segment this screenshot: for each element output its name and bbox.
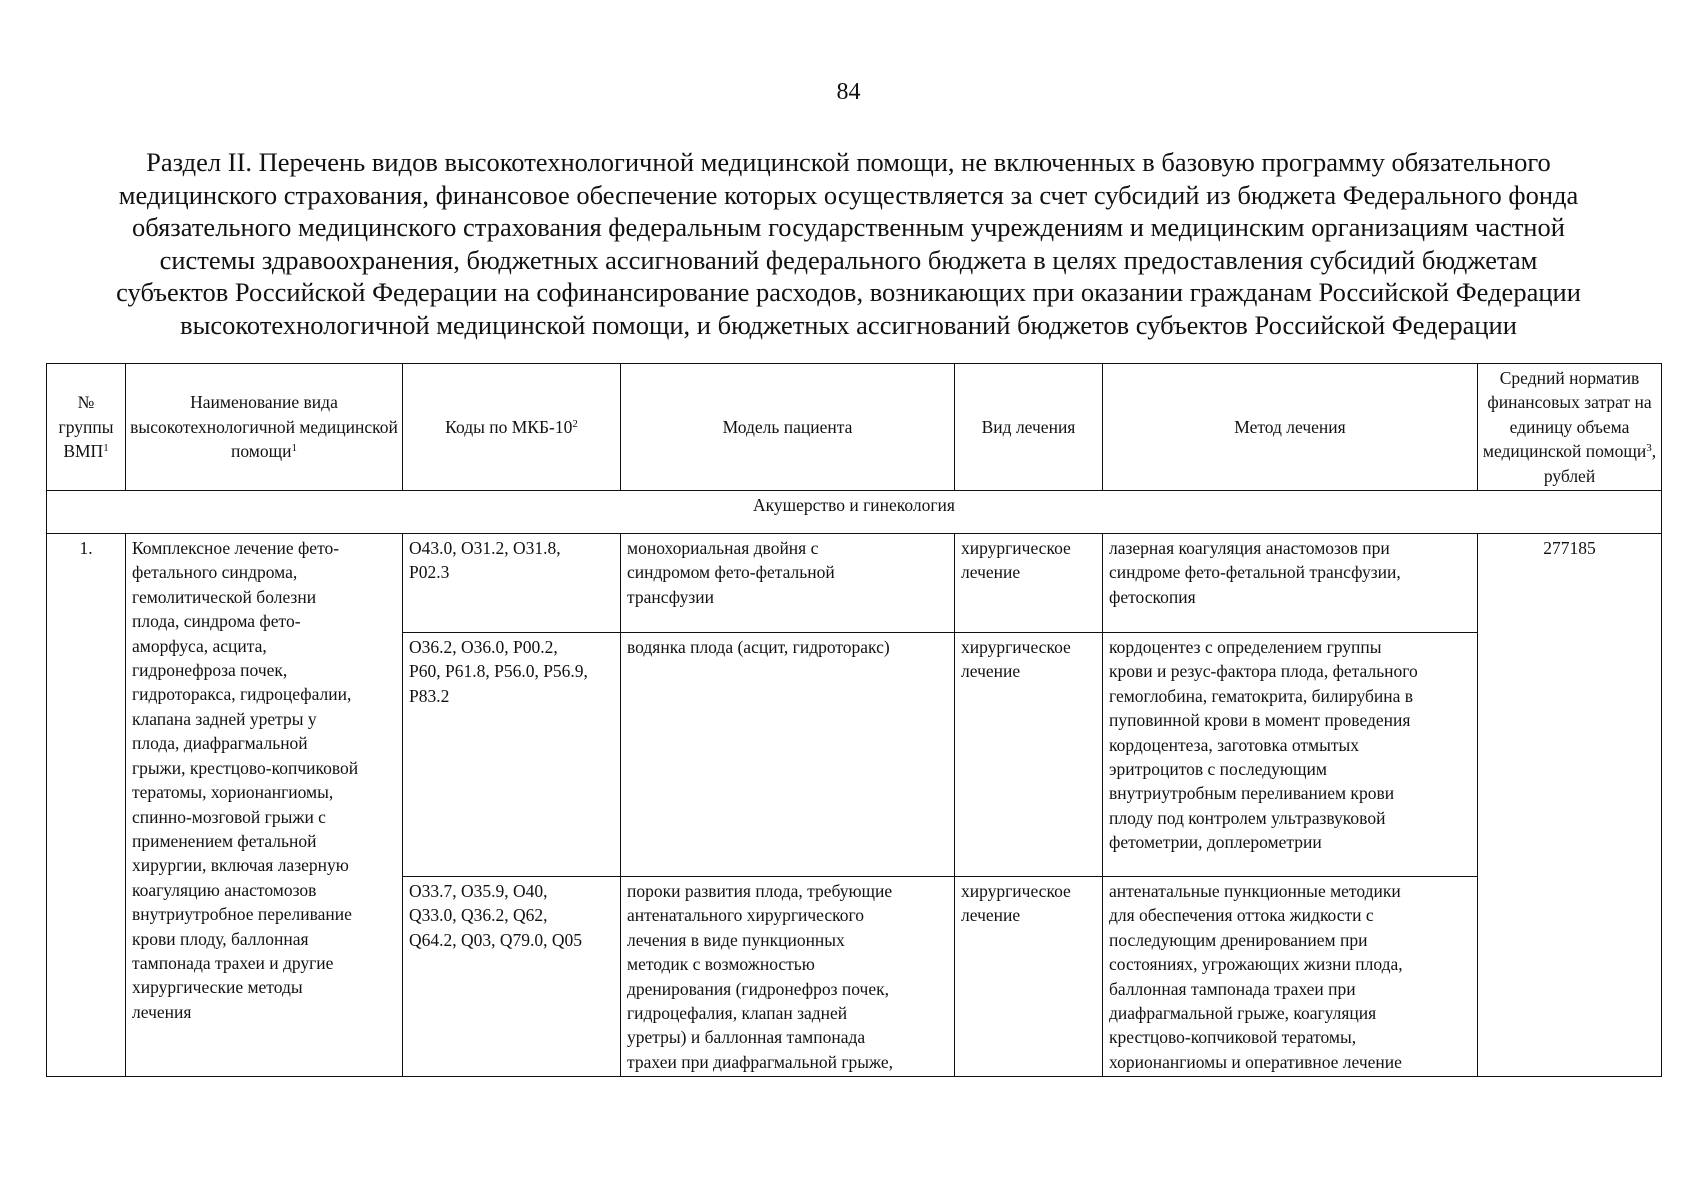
patient-model-cell: пороки развития плода, требующие антенатального хирургического лечения в виде пункционных методик с возможностью дренирования (гидронефроз почек, гидроцефалия, клапан задней уретры) и баллонная тампонада трахеи при диафрагмальной грыже, bbox=[621, 877, 955, 1077]
section-title-line: медицинского страхования, финансовое обеспечение которых осуществляется за счет субсидий из бюджета Федерального фонда bbox=[118, 179, 1579, 210]
treatment-method-cell: кордоцентез с определением группы крови и резус-фактора плода, фетального гемоглобина, гематокрита, билирубина в пуповинной крови в момент проведения кордоцентеза, заготовка отмытых эритроцитов с последующим внутриутробным переливанием крови плоду под контролем ультразвуковой фетометрии, доплерометрии bbox=[1103, 633, 1478, 877]
icd-codes-cell: O43.0, O31.2, O31.8, P02.3 bbox=[403, 534, 621, 633]
treatment-type-cell: хирургическое лечение bbox=[955, 877, 1103, 1077]
section-title-line: субъектов Российской Федерации на софинансирование расходов, возникающих при оказании гражданам Российской Федерации bbox=[116, 277, 1581, 308]
page-number: 84 bbox=[836, 79, 861, 105]
treatment-type-cell: хирургическое лечение bbox=[955, 534, 1103, 633]
group-number-cell: 1. bbox=[47, 534, 126, 1077]
vmp-name-cell: Комплексное лечение фето- фетального синдрома, гемолитической болезни плода, синдрома фето- аморфуса, асцита, гидронефроза почек, гидроторакса, гидроцефалии, клапана задней уретры у плода, диафрагмальной грыжи, крестцово-копчиковой тератомы, хорионангиомы, спинно-мозговой грыжи с применением фетальной хирургии, включая лазерную коагуляцию анастомозов внутриутробное переливание крови плоду, баллонная тампонада трахеи и другие хирургические методы лечения bbox=[126, 534, 403, 1077]
header-icd-codes: Коды по МКБ-$10^2$ bbox=[403, 364, 621, 491]
patient-model-cell: монохориальная двойня с синдромом фето-фетальной трансфузии bbox=[621, 534, 955, 633]
treatment-type-cell: хирургическое лечение bbox=[955, 633, 1103, 877]
header-average-cost: Средний норматив финансовых затрат на единицу объема медицинской помощи$^3$, рублей bbox=[1478, 364, 1662, 491]
vmp-table bbox=[46, 363, 1662, 1077]
average-cost-cell: 277185 bbox=[1478, 534, 1662, 1077]
header-vmp-name: Наименование вида высокотехнологичной медицинской помощи$^1$ bbox=[126, 364, 403, 491]
header-treatment-type: Вид лечения bbox=[955, 364, 1103, 491]
header-patient-model: Модель пациента bbox=[621, 364, 955, 491]
section-label: Акушерство и гинекология bbox=[47, 491, 1662, 534]
section-title-line: Раздел II. Перечень видов высокотехнологичной медицинской помощи, не включенных в базовую программу обязательного bbox=[146, 147, 1551, 177]
table-header-row bbox=[47, 364, 1662, 491]
header-group-number: № группы ВМП$^1$ bbox=[47, 364, 126, 491]
header-treatment-method: Метод лечения bbox=[1103, 364, 1478, 491]
icd-codes-cell: O33.7, O35.9, O40, Q33.0, Q36.2, Q62, Q64.2, Q03, Q79.0, Q05 bbox=[403, 877, 621, 1077]
section-title-line: высокотехнологичной медицинской помощи, и бюджетных ассигнований бюджетов субъектов Российской Федерации bbox=[180, 309, 1517, 340]
section-title bbox=[50, 146, 1647, 342]
section-title-line: обязательного медицинского страхования федеральным государственным учреждениям и медицинским организациям частной bbox=[132, 212, 1565, 243]
treatment-method-cell: лазерная коагуляция анастомозов при синдроме фето-фетальной трансфузии, фетоскопия bbox=[1103, 534, 1478, 633]
section-title-line: системы здравоохранения, бюджетных ассигнований федерального бюджета в целях предоставления субсидий бюджетам bbox=[159, 244, 1538, 275]
table-row bbox=[47, 534, 1662, 633]
section-row bbox=[47, 491, 1662, 534]
treatment-method-cell: антенатальные пункционные методики для обеспечения оттока жидкости с последующим дренированием при состояниях, угрожающих жизни плода, баллонная тампонада трахеи при диафрагмальной грыже, коагуляция крестцово-копчиковой тератомы, хорионангиомы и оперативное лечение bbox=[1103, 877, 1478, 1077]
icd-codes-cell: O36.2, O36.0, P00.2, P60, P61.8, P56.0, P56.9, P83.2 bbox=[403, 633, 621, 877]
patient-model-cell: водянка плода (асцит, гидроторакс) bbox=[621, 633, 955, 877]
